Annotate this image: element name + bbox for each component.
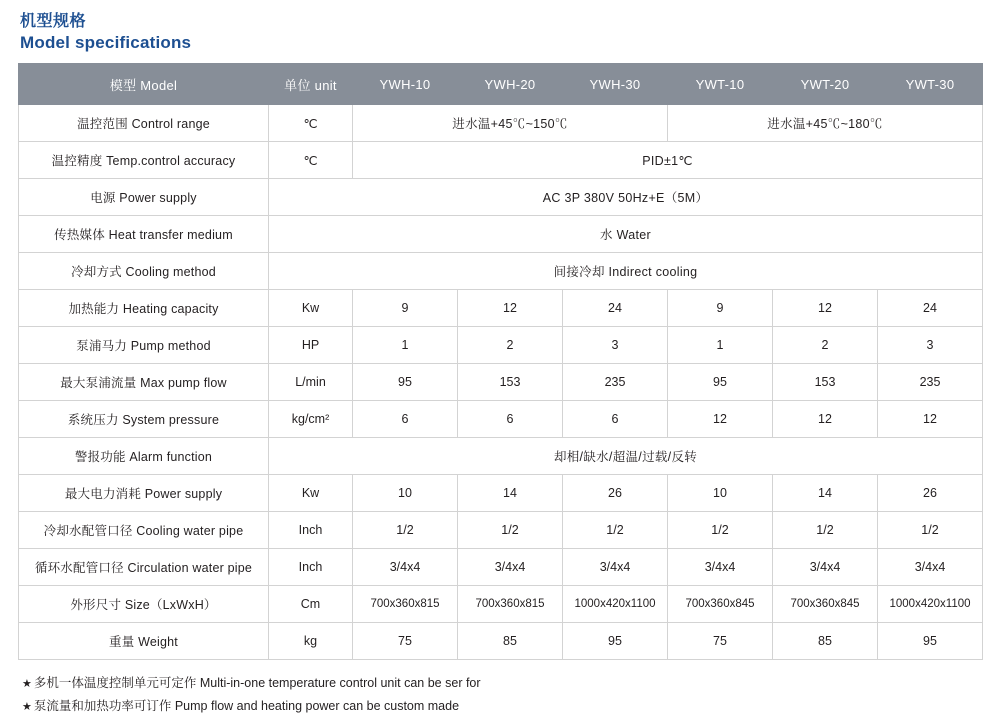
row-unit: Kw (269, 475, 353, 512)
table-row (19, 327, 983, 364)
row-cell: 153 (458, 364, 563, 401)
column-header-ywt-10: YWT-10 (668, 64, 773, 105)
footnote-row (22, 695, 982, 718)
column-header-ywh-10: YWH-10 (353, 64, 458, 105)
table-row (19, 512, 983, 549)
row-value: PID±1℃ (353, 142, 983, 179)
row-cell: 95 (668, 364, 773, 401)
row-cell: 235 (878, 364, 983, 401)
row-cell: 3 (563, 327, 668, 364)
row-value-right: 进水温+45℃~180℃ (668, 105, 983, 142)
row-cell: 14 (773, 475, 878, 512)
row-cell: 2 (773, 327, 878, 364)
footnote-text: 多机一体温度控制单元可定作 Multi-in-one temperature control unit can be ser for (33, 676, 481, 690)
row-cell: 6 (458, 401, 563, 438)
row-cell: 3/4x4 (353, 549, 458, 586)
page-title-en: Model specifications (20, 33, 192, 52)
row-label: 温控精度 Temp.control accuracy (19, 142, 269, 179)
row-cell: 3 (878, 327, 983, 364)
row-label: 循环水配管口径 Circulation water pipe (19, 549, 269, 586)
row-cell: 1000x420x1100 (878, 586, 983, 623)
column-header-ywt-30: YWT-30 (878, 64, 983, 105)
row-cell: 75 (668, 623, 773, 660)
column-header-ywh-20: YWH-20 (458, 64, 563, 105)
row-cell: 75 (353, 623, 458, 660)
row-cell: 12 (878, 401, 983, 438)
row-unit: HP (269, 327, 353, 364)
row-cell: 3/4x4 (773, 549, 878, 586)
row-cell: 95 (878, 623, 983, 660)
row-cell: 12 (668, 401, 773, 438)
row-unit: ℃ (269, 105, 353, 142)
row-cell: 24 (878, 290, 983, 327)
table-row (19, 290, 983, 327)
row-cell: 95 (353, 364, 458, 401)
row-label: 最大电力消耗 Power supply (19, 475, 269, 512)
row-label: 重量 Weight (19, 623, 269, 660)
row-unit: Inch (269, 512, 353, 549)
row-cell: 235 (563, 364, 668, 401)
table-body (19, 105, 983, 660)
row-cell: 3/4x4 (563, 549, 668, 586)
row-cell: 1000x420x1100 (563, 586, 668, 623)
row-label: 温控范围 Control range (19, 105, 269, 142)
row-cell: 700x360x815 (458, 586, 563, 623)
table-row (19, 142, 983, 179)
row-cell: 14 (458, 475, 563, 512)
specifications-table (18, 63, 983, 660)
table-row (19, 549, 983, 586)
row-cell: 1 (353, 327, 458, 364)
row-cell: 153 (773, 364, 878, 401)
row-cell: 3/4x4 (668, 549, 773, 586)
row-unit: ℃ (269, 142, 353, 179)
table-row (19, 216, 983, 253)
row-cell: 1/2 (773, 512, 878, 549)
row-label: 泵浦马力 Pump method (19, 327, 269, 364)
table-header-row (19, 64, 983, 105)
row-value: 间接冷却 Indirect cooling (269, 253, 983, 290)
row-unit: L/min (269, 364, 353, 401)
row-unit: Cm (269, 586, 353, 623)
row-label: 冷却水配管口径 Cooling water pipe (19, 512, 269, 549)
table-header (19, 64, 983, 105)
column-header-unit: 单位 unit (269, 64, 353, 105)
row-cell: 700x360x815 (353, 586, 458, 623)
table-row (19, 475, 983, 512)
table-row (19, 364, 983, 401)
page-title-cn: 机型规格 (20, 13, 87, 30)
row-cell: 1/2 (668, 512, 773, 549)
table-row (19, 401, 983, 438)
table-row (19, 253, 983, 290)
table-row (19, 623, 983, 660)
footnotes (22, 672, 982, 718)
row-label: 警报功能 Alarm function (19, 438, 269, 475)
row-cell: 26 (563, 475, 668, 512)
row-unit: Inch (269, 549, 353, 586)
row-cell: 3/4x4 (458, 549, 563, 586)
row-cell: 12 (773, 401, 878, 438)
row-cell: 85 (458, 623, 563, 660)
table-row (19, 438, 983, 475)
row-cell: 2 (458, 327, 563, 364)
table-row (19, 586, 983, 623)
footnote-row (22, 672, 982, 695)
row-value: 却相/缺水/超温/过载/反转 (269, 438, 983, 475)
row-cell: 1/2 (458, 512, 563, 549)
row-cell: 26 (878, 475, 983, 512)
row-label: 最大泵浦流量 Max pump flow (19, 364, 269, 401)
row-cell: 12 (773, 290, 878, 327)
column-header-ywt-20: YWT-20 (773, 64, 878, 105)
row-value-left: 进水温+45℃~150℃ (353, 105, 668, 142)
row-value: AC 3P 380V 50Hz+E（5M） (269, 179, 983, 216)
row-cell: 12 (458, 290, 563, 327)
row-label: 传热媒体 Heat transfer medium (19, 216, 269, 253)
page-title (20, 12, 982, 53)
row-value: 水 Water (269, 216, 983, 253)
row-cell: 1 (668, 327, 773, 364)
row-cell: 6 (563, 401, 668, 438)
row-unit: Kw (269, 290, 353, 327)
row-label: 外形尺寸 Size（LxWxH） (19, 586, 269, 623)
row-label: 系统压力 System pressure (19, 401, 269, 438)
row-unit: kg/cm² (269, 401, 353, 438)
row-cell: 1/2 (878, 512, 983, 549)
table-row (19, 105, 983, 142)
row-cell: 1/2 (353, 512, 458, 549)
star-icon: ★ (22, 678, 32, 690)
row-cell: 9 (353, 290, 458, 327)
star-icon: ★ (22, 701, 32, 713)
row-label: 加热能力 Heating capacity (19, 290, 269, 327)
row-cell: 700x360x845 (668, 586, 773, 623)
row-label: 电源 Power supply (19, 179, 269, 216)
row-cell: 95 (563, 623, 668, 660)
row-unit: kg (269, 623, 353, 660)
row-label: 冷却方式 Cooling method (19, 253, 269, 290)
row-cell: 10 (353, 475, 458, 512)
footnote-text: 泵流量和加热功率可订作 Pump flow and heating power can be custom made (33, 699, 460, 713)
row-cell: 85 (773, 623, 878, 660)
row-cell: 24 (563, 290, 668, 327)
row-cell: 9 (668, 290, 773, 327)
row-cell: 1/2 (563, 512, 668, 549)
row-cell: 6 (353, 401, 458, 438)
column-header-model: 模型 Model (19, 64, 269, 105)
row-cell: 3/4x4 (878, 549, 983, 586)
table-row (19, 179, 983, 216)
row-cell: 10 (668, 475, 773, 512)
row-cell: 700x360x845 (773, 586, 878, 623)
column-header-ywh-30: YWH-30 (563, 64, 668, 105)
